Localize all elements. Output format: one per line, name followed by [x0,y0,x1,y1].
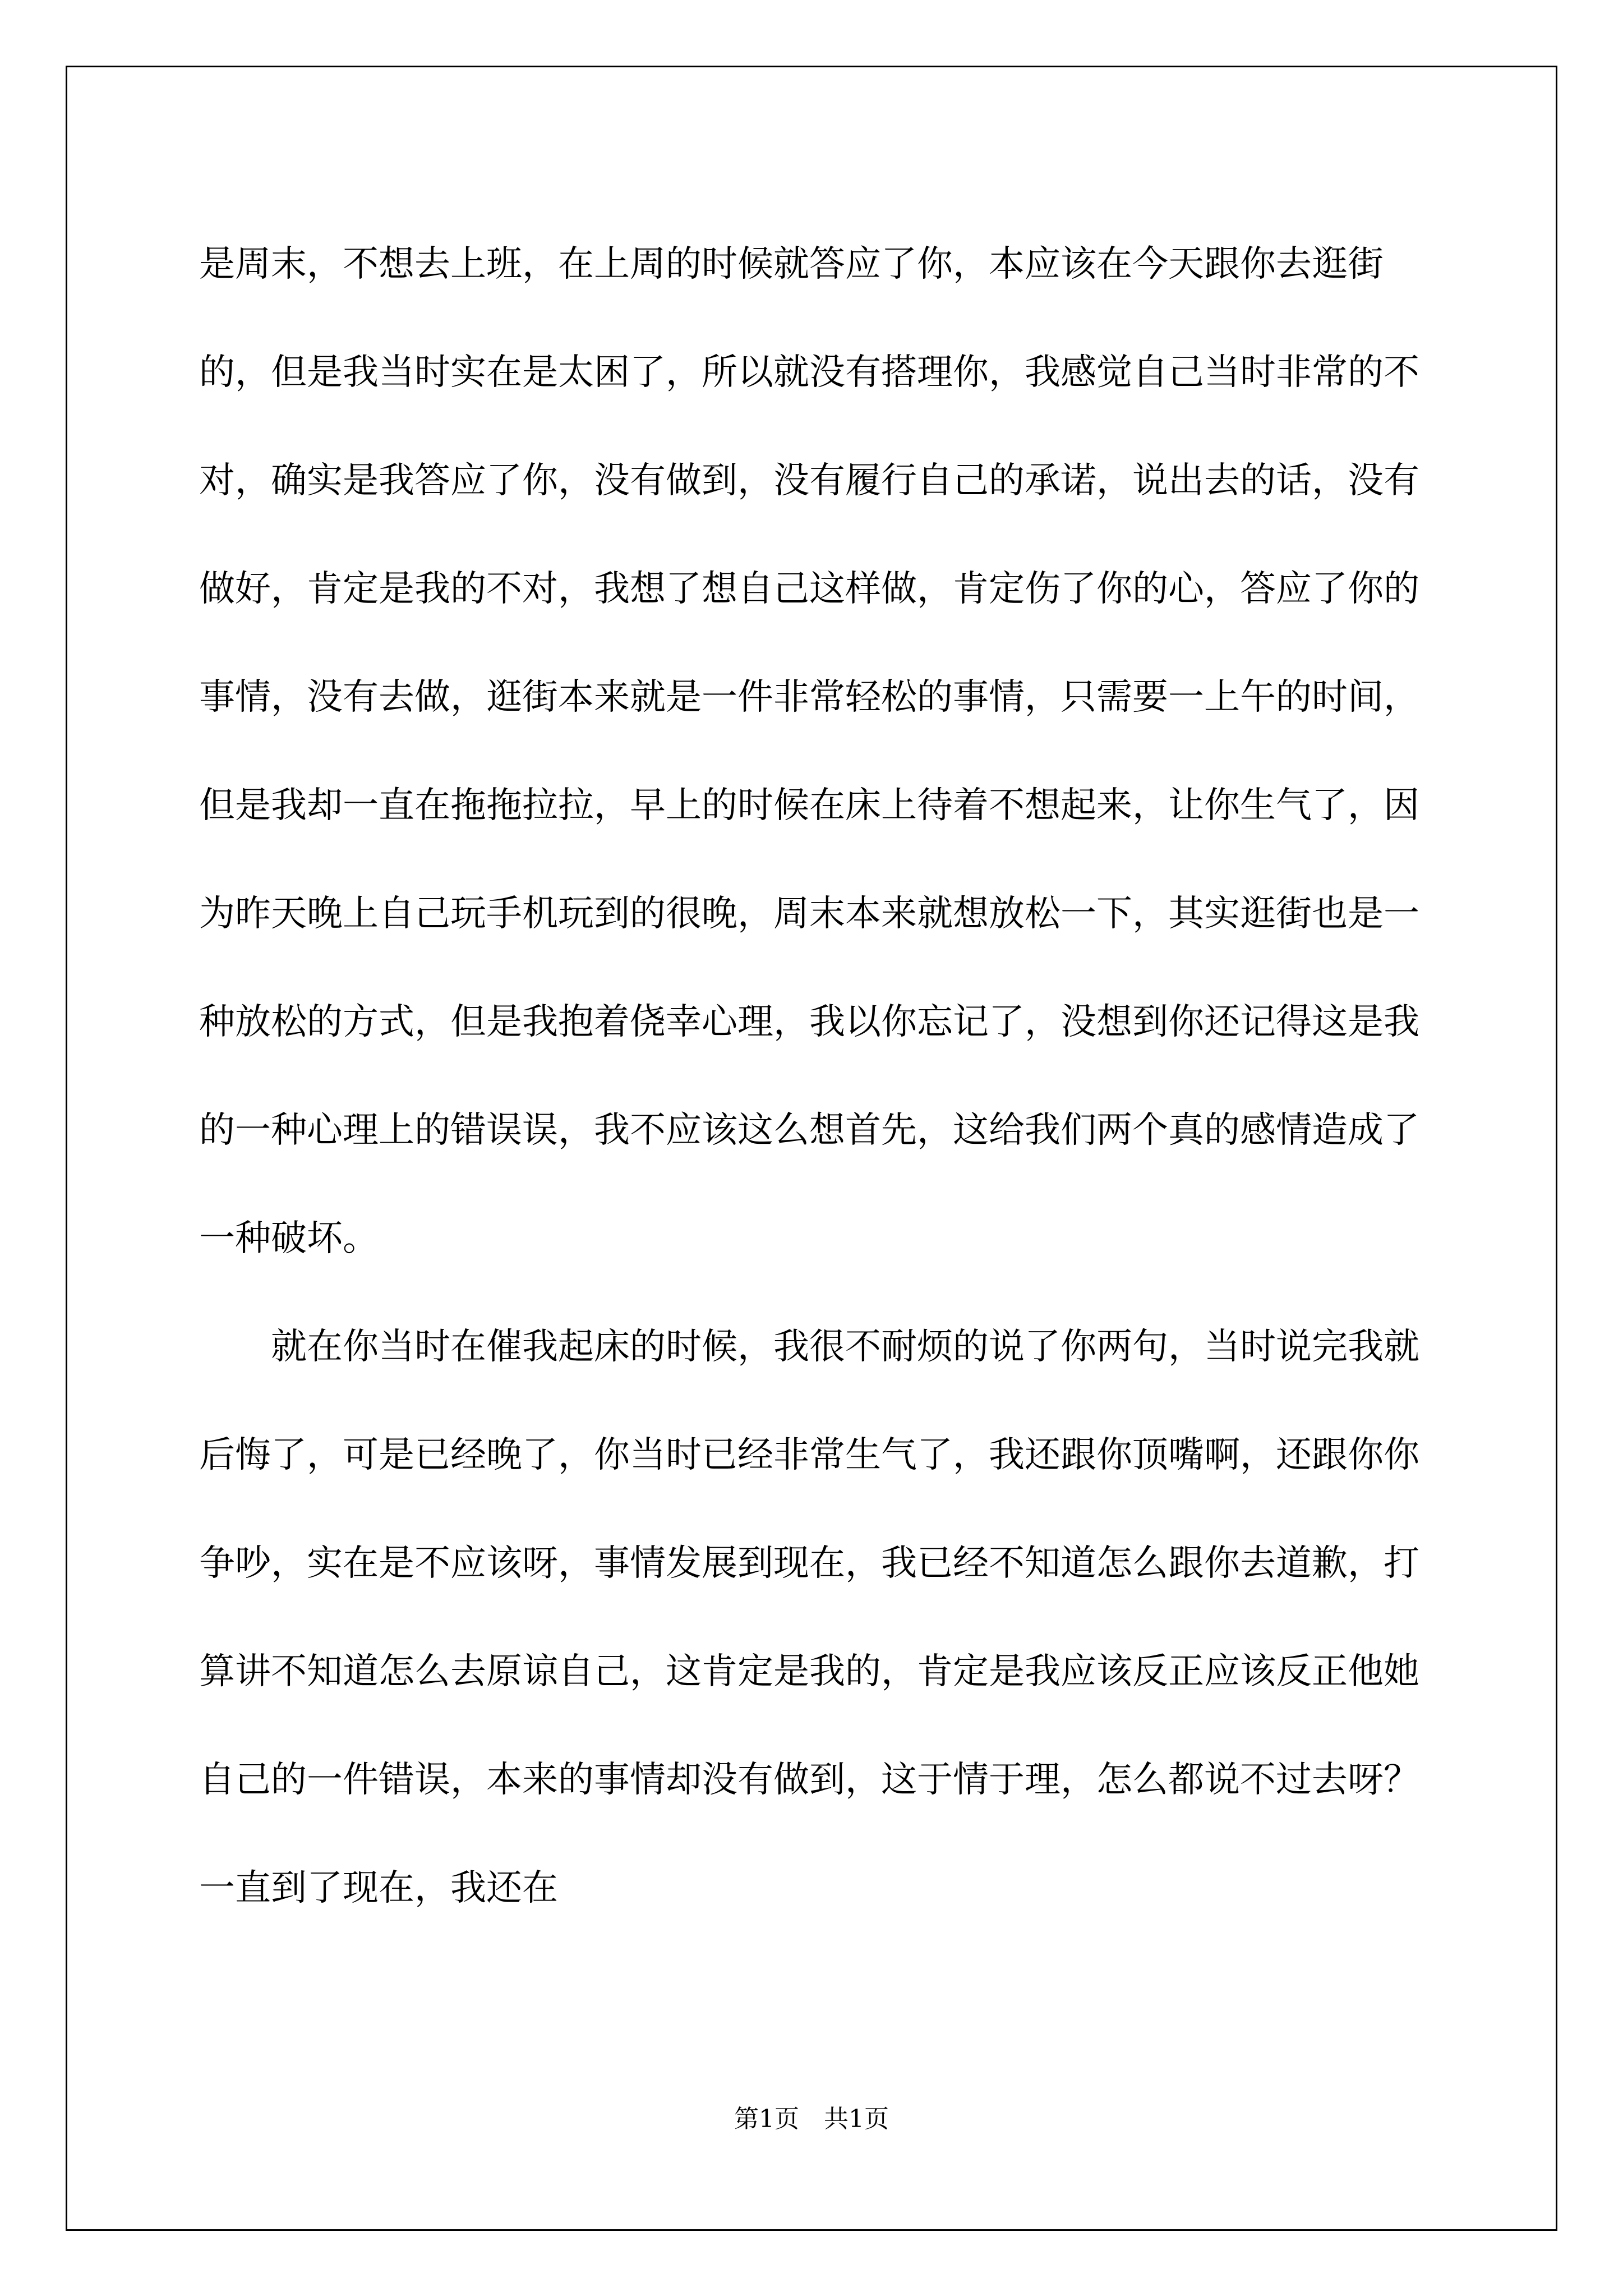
page-footer [0,2102,1623,2136]
document-body [199,210,1433,1943]
page-number-total: 共1页 [824,2105,889,2133]
paragraph-2: 就在你当时在催我起床的时候，我很不耐烦的说了你两句，当时说完我就后悔了，可是已经晚了，你当时已经非常生气了，我还跟你顶嘴啊，还跟你你争吵，实在是不应该呀，事情发展到现在，我已经不知道怎么跟你去道歉，打算讲不知道怎么去原谅自己，这肯定是我的，肯定是我应该反正应该反正他她自己的一件错误，本来的事情却没有做到，这于情于理，怎么都说不过去呀？一直到了现在，我还在 [199,1326,1419,1909]
paragraph-1: 是周末，不想去上班，在上周的时候就答应了你，本应该在今天跟你去逛街的，但是我当时实在是太困了，所以就没有搭理你，我感觉自己当时非常的不对，确实是我答应了你，没有做到，没有履行自己的承诺，说出去的话，没有做好，肯定是我的不对，我想了想自己这样做，肯定伤了你的心，答应了你的事情，没有去做，逛街本来就是一件非常轻松的事情，只需要一上午的时间，但是我却一直在拖拖拉拉，早上的时候在床上待着不想起来，让你生气了，因为昨天晚上自己玩手机玩到的很晚，周末本来就想放松一下，其实逛街也是一种放松的方式，但是我抱着侥幸心理，我以你忘记了，没想到你还记得这是我的一种心理上的错误误，我不应该这么想首先，这给我们两个真的感情造成了一种破坏。 [199,243,1419,1259]
page-number-current: 第1页 [734,2105,799,2133]
